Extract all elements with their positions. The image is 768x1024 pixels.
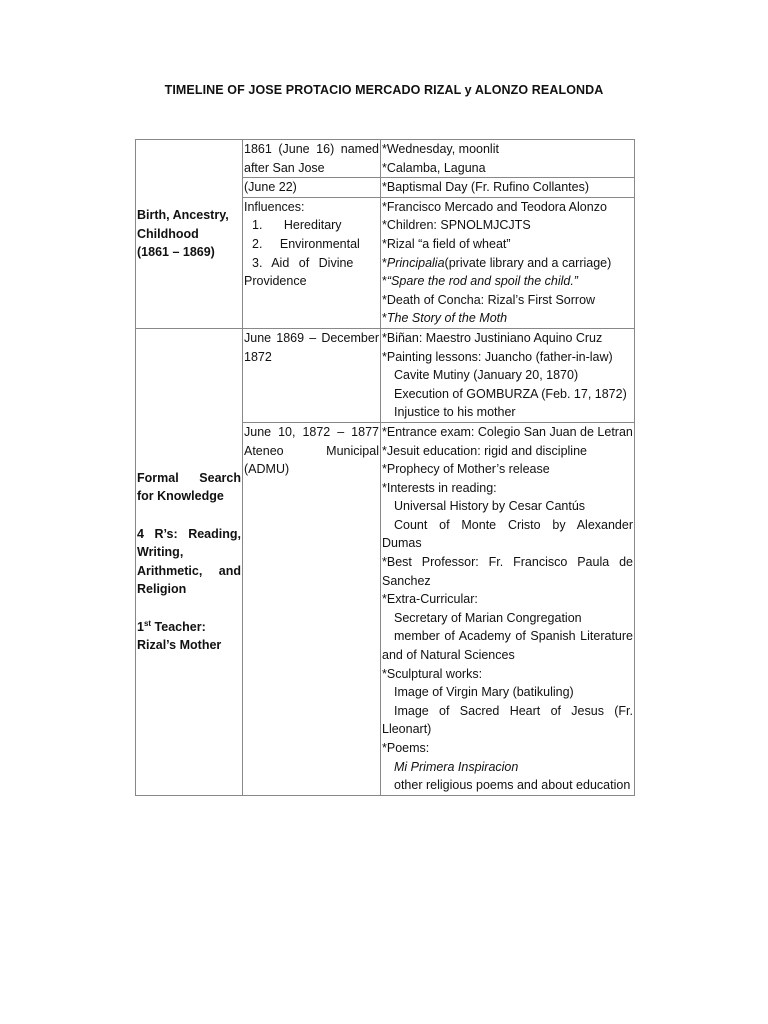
event-cell: *Baptismal Day (Fr. Rufino Collantes): [381, 178, 635, 198]
influences-cell: Influences: 1. Hereditary 2. Environmental 3. Aid of Divine Providence: [243, 197, 381, 328]
section-heading-formal-search: Formal Search for Knowledge 4 R’s: Reading, Writing, Arithmetic, and Religion 1st Teacher: Rizal’s Mother: [136, 328, 243, 795]
event-cell: *Entrance exam: Colegio San Juan de Letran *Jesuit education: rigid and discipline *Prophecy of Mother’s release *Interests in reading: Universal History by Cesar Cantús Count of Monte Cristo by Alexander Dumas *Best Professor: Fr. Francisco Paula de Sanchez *Extra-Curricular: Secretary of Marian Congregation member of Academy of Spanish Literature and of Natural Sciences *Sculptural works: Image of Virgin Mary (batikuling) Image of Sacred Heart of Jesus (Fr. Lleonart) *Poems: Mi Primera Inspiracion other religious poems and about education: [381, 422, 635, 795]
timeline-table: [135, 139, 635, 796]
date-cell: 1861 (June 16) named after San Jose: [243, 140, 381, 178]
date-cell: June 10, 1872 – 1877 Ateneo Municipal (ADMU): [243, 422, 381, 795]
table-row: [136, 328, 635, 422]
event-cell: *Biñan: Maestro Justiniano Aquino Cruz *Painting lessons: Juancho (father-in-law) Cavite Mutiny (January 20, 1870) Execution of GOMBURZA (Feb. 17, 1872) Injustice to his mother: [381, 328, 635, 422]
date-cell: (June 22): [243, 178, 381, 198]
event-cell: *Francisco Mercado and Teodora Alonzo *Children: SPNOLMJCJTS *Rizal “a field of wheat” *Principalia(private library and a carriage) *“Spare the rod and spoil the child.” *Death of Concha: Rizal’s First Sorrow *The Story of the Moth: [381, 197, 635, 328]
event-cell: *Wednesday, moonlit *Calamba, Laguna: [381, 140, 635, 178]
date-cell: June 1869 – December 1872: [243, 328, 381, 422]
section-heading-birth: Birth, Ancestry, Childhood (1861 – 1869): [136, 140, 243, 329]
table-row: [136, 140, 635, 178]
document-title: TIMELINE OF JOSE PROTACIO MERCADO RIZAL y ALONZO REALONDA: [164, 83, 604, 97]
